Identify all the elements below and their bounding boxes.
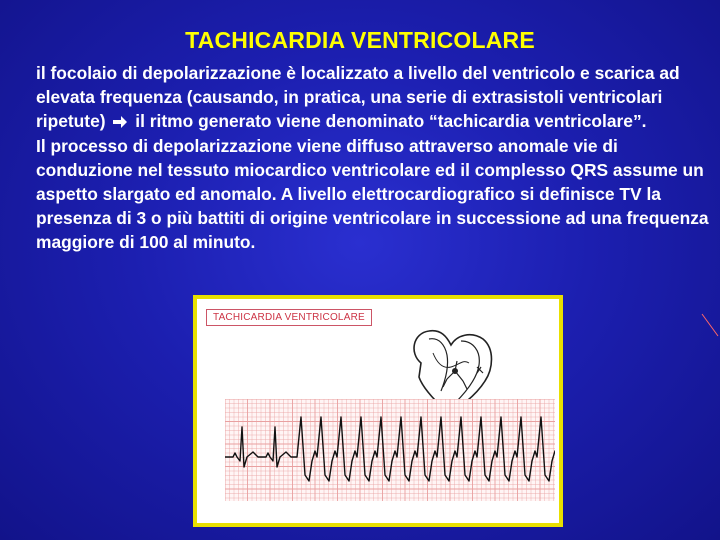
paragraph-1-text-b: il ritmo generato viene denominato “tachicardia ventricolare”.: [135, 111, 647, 132]
arrow-right-icon: [112, 115, 128, 129]
ecg-strip: [225, 399, 555, 501]
ecg-figure: [193, 295, 563, 527]
paragraph-2: Il processo di depolarizzazione viene diffuso attraverso anomale vie di conduzione nel tessuto miocardico ventricolare ed il complesso QRS assume un aspetto slargato ed anomalo. A livello elettrocardiografico si definisce TV la presenza di 3 o più battiti di origine ventricolare in successione ad una frequenza maggiore di 100 al minuto.: [36, 135, 709, 253]
slide-body: [36, 61, 716, 255]
ecg-figure-panel: [197, 299, 559, 523]
slide-title: TACHICARDIA VENTRICOLARE: [185, 27, 535, 53]
ecg-figure-label: TACHICARDIA VENTRICOLARE: [206, 309, 372, 326]
decorative-line: [700, 312, 720, 338]
paragraph-1-text-a: il focolaio di depolarizzazione è localizzato a livello del ventricolo e scarica ad elevata frequenza (causando, in pratica, una serie di extrasistoli ventricolari ripetute): [36, 63, 680, 132]
paragraph-1: [36, 61, 716, 134]
